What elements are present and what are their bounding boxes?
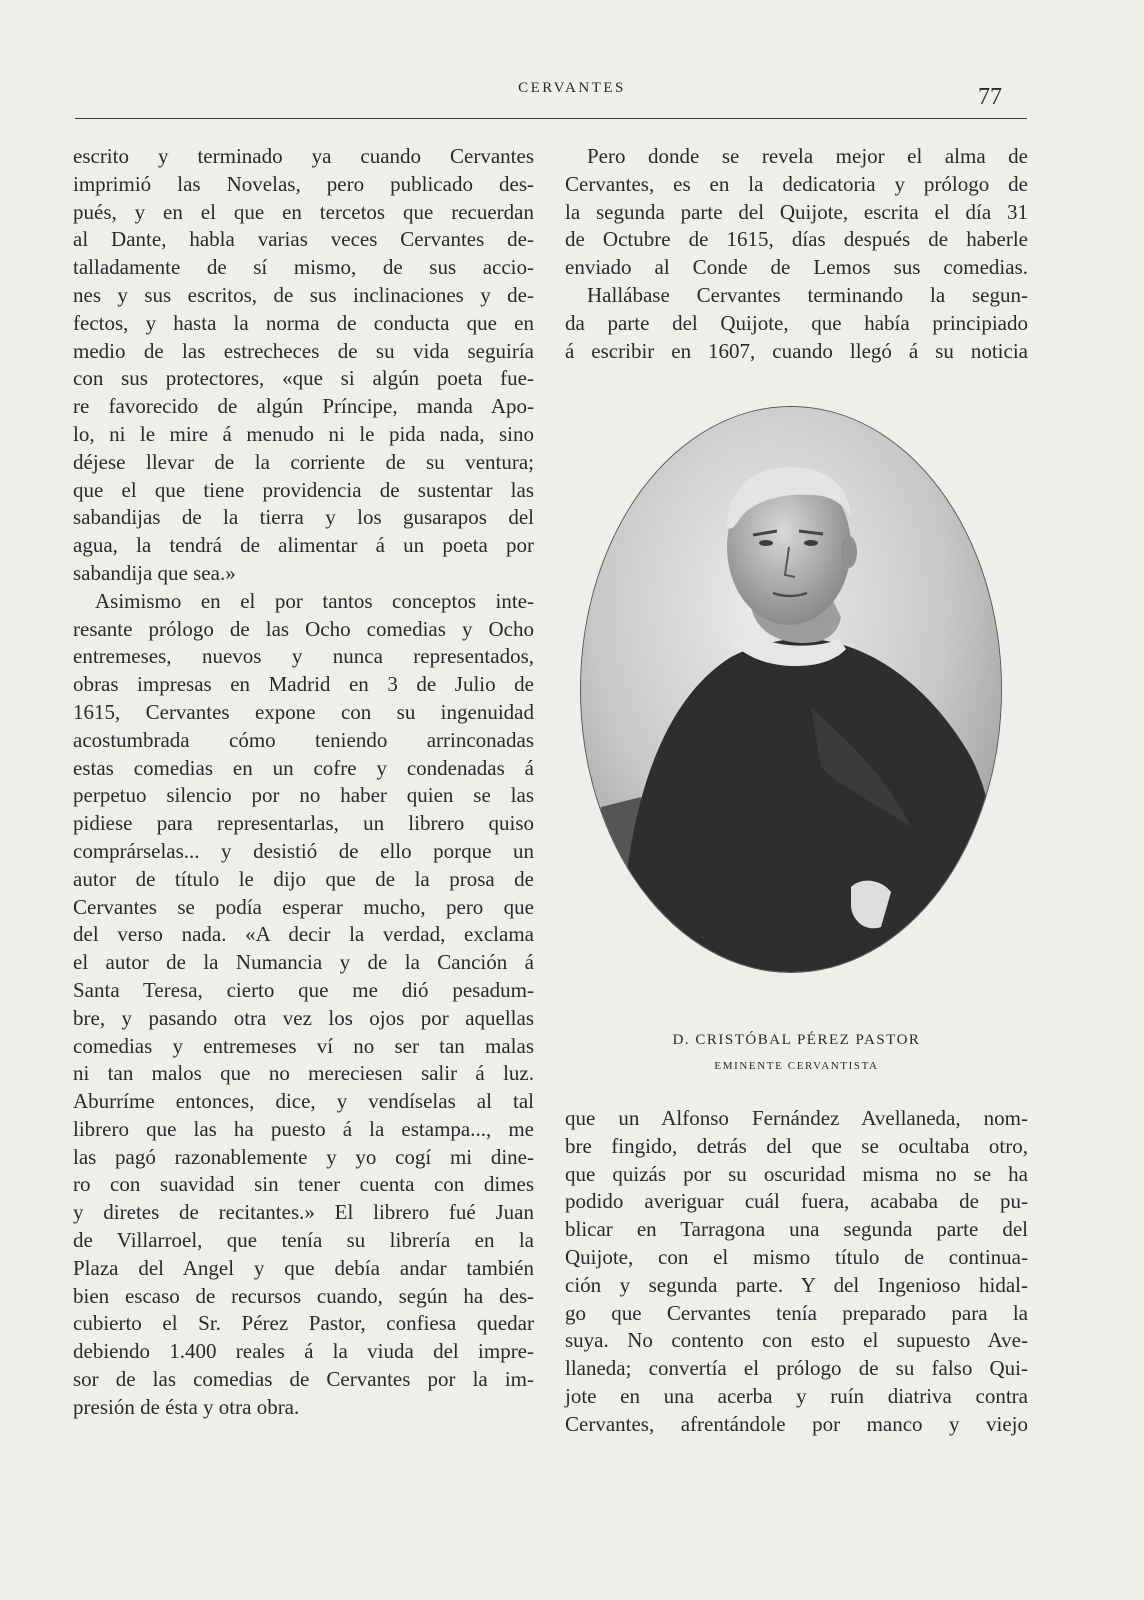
text-line: ni tan malos que no mereciesen salir á luz. [73,1061,534,1086]
text-line: Plaza del Angel y que debía andar también [73,1255,534,1280]
text-line: obras impresas en Madrid en 3 de Julio de [73,672,534,697]
text-line: de Villarroel, que tenía su librería en la [73,1228,534,1253]
text-line: la segunda parte del Quijote, escrita el día 31 [565,199,1028,224]
text-line: al Dante, habla varias veces Cervantes de- [73,227,534,252]
text-line: comedias y entremeses ví no ser tan malas [73,1033,534,1058]
text-line: ción y segunda parte. Y del Ingenioso hidal- [565,1272,1028,1297]
text-line: Quijote, con el mismo título de continua- [565,1244,1028,1269]
right-column-top [565,143,1028,365]
text-line: que un Alfonso Fernández Avellaneda, nom- [565,1106,1028,1130]
text-line: Asimismo en el por tantos conceptos inte- [95,588,534,613]
header-rule [75,118,1027,119]
text-line: talladamente de sí mismo, de sus accio- [73,255,534,280]
text-line: Cervantes, es en la dedicatoria y prólogo de [565,171,1028,196]
text-line: entremeses, nuevos y nunca representados, [73,644,534,669]
text-line: sabandija que sea.» [73,560,236,585]
text-line: comprárselas... y desistió de ello porque un [73,838,534,863]
text-line: del verso nada. «A decir la verdad, exclama [73,922,534,947]
text-line: escrito y terminado ya cuando Cervantes [73,144,534,168]
text-line: déjese llevar de la corriente de su ventura; [73,449,534,474]
text-line: de Octubre de 1615, días después de haberle [565,227,1028,252]
right-column-bottom [565,1105,1028,1439]
text-line: da parte del Quijote, que había principiado [565,310,1028,335]
text-line: lo, ni le mire á menudo ni le pida nada, sino [73,421,534,446]
text-line: presión de ésta y otra obra. [73,1394,300,1419]
text-line: medio de las estrecheces de su vida seguiría [73,338,534,363]
text-line: nes y sus escritos, de sus inclinaciones y de- [73,282,534,307]
text-line: go que Cervantes tenía preparado para la [565,1300,1028,1325]
text-line: debiendo 1.400 reales á la viuda del impre- [73,1339,534,1364]
text-line: llaneda; convertía el prólogo de su falso Qui- [565,1356,1028,1381]
text-line: cubierto el Sr. Pérez Pastor, confiesa quedar [73,1311,534,1336]
text-line: á escribir en 1607, cuando llegó á su noticia [565,338,1028,363]
portrait-photo [580,406,1002,973]
text-line: resante prólogo de las Ocho comedias y Ocho [73,616,534,641]
text-line: sabandijas de la tierra y los gusarapos del [73,505,534,530]
text-line: podido averiguar cuál fuera, acababa de pu- [565,1189,1028,1214]
figure-caption-name: D. CRISTÓBAL PÉREZ PASTOR [672,1032,921,1048]
left-column [73,143,534,1422]
page-number: 77 [978,84,1002,110]
text-line: bre, y pasando otra vez los ojos por aquellas [73,1005,534,1030]
text-line: estas comedias en un cofre y condenadas á [73,755,534,780]
text-line: el autor de la Numancia y de la Canción á [73,950,534,975]
text-line: Hallábase Cervantes terminando la segun- [587,282,1028,307]
text-line: suya. No contento con esto el supuesto Ave- [565,1328,1028,1353]
text-line: Pero donde se revela mejor el alma de [587,144,1028,168]
text-line: las pagó razonablemente y yo cogí mi dine- [73,1144,534,1169]
text-line: librero que las ha puesto á la estampa..., me [73,1116,534,1141]
text-line: autor de título le dijo que de la prosa de [73,866,534,891]
text-line: blicar en Tarragona una segunda parte del [565,1217,1028,1242]
page-header-title: CERVANTES [518,80,626,96]
text-line: enviado al Conde de Lemos sus comedias. [565,255,1028,280]
text-line: acostumbrada cómo teniendo arrinconadas [73,727,534,752]
text-line: re favorecido de algún Príncipe, manda Apo- [73,394,534,419]
text-line: pués, y en el que en tercetos que recuerdan [73,199,534,224]
text-line: 1615, Cervantes expone con su ingenuidad [73,699,534,724]
text-line: y diretes de recitantes.» El librero fué Juan [73,1200,534,1225]
text-line: Cervantes se podía esperar mucho, pero que [73,894,534,919]
text-line: pidiese para representarlas, un librero quiso [73,811,534,836]
text-line: sor de las comedias de Cervantes por la im- [73,1367,534,1392]
text-line: con sus protectores, «que si algún poeta fue- [73,366,534,391]
text-line: Cervantes, afrentándole por manco y viejo [565,1411,1028,1436]
text-line: perpetuo silencio por no haber quien se las [73,783,534,808]
text-line: agua, la tendrá de alimentar á un poeta por [73,533,534,558]
figure-caption-subtitle: EMINENTE CERVANTISTA [714,1060,879,1072]
text-line: bre fingido, detrás del que se ocultaba otro, [565,1133,1028,1158]
portrait-illustration [581,407,1001,972]
text-line: jote en una acerba y ruín diatriva contra [565,1383,1028,1408]
text-line: fectos, y hasta la norma de conducta que en [73,310,534,335]
text-line: imprimió las Novelas, pero publicado des- [73,171,534,196]
text-line: que el que tiene providencia de sustentar las [73,477,534,502]
text-line: Santa Teresa, cierto que me dió pesadum- [73,977,534,1002]
text-line: Aburríme entonces, dice, y vendíselas al tal [73,1089,534,1114]
text-line: bien escaso de recursos cuando, según ha des- [73,1283,534,1308]
text-line: ro con suavidad sin tener cuenta con dimes [73,1172,534,1197]
text-line: que quizás por su oscuridad misma no se ha [565,1161,1028,1186]
